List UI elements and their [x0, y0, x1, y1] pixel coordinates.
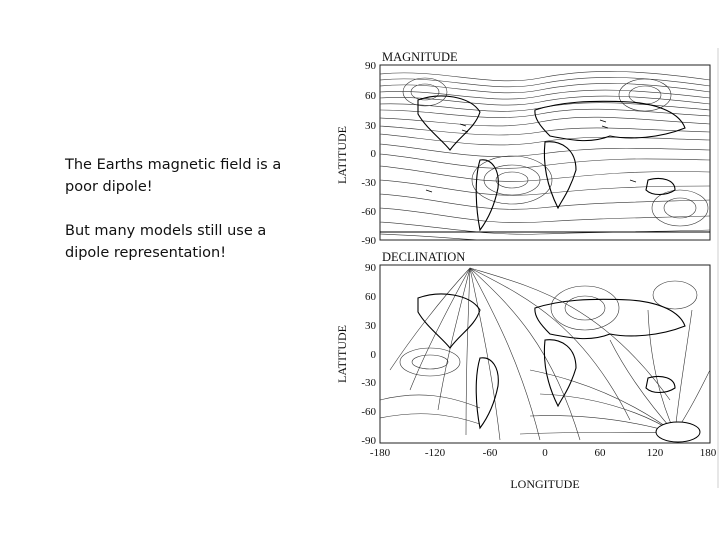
declination-xtick: 0 [542, 447, 548, 459]
magnitude-ytick: 90 [365, 60, 376, 72]
magnitude-ytick: 30 [365, 120, 376, 132]
field-maps-svg [330, 40, 720, 500]
declination-latitude-label: LATITUDE [335, 325, 349, 383]
magnitude-ytick: -90 [361, 235, 376, 247]
declination-y-ticks [361, 262, 376, 447]
geomagnetic-field-figure [330, 40, 720, 500]
declination-xtick: 180 [699, 447, 717, 459]
declination-xtick: 120 [646, 447, 664, 459]
magnitude-panel-title: MAGNITUDE [382, 50, 458, 64]
declination-ytick: -90 [361, 435, 376, 447]
declination-panel-title: DECLINATION [382, 250, 466, 264]
declination-xtick: -180 [369, 447, 391, 459]
magnitude-ytick: -30 [361, 177, 376, 189]
declination-ytick: 60 [365, 291, 376, 303]
declination-xtick: -60 [482, 447, 498, 459]
declination-xtick: -120 [424, 447, 446, 459]
south-dip-pole-marker [656, 422, 700, 442]
declination-ytick: 30 [365, 320, 376, 332]
declination-contour-map [380, 265, 710, 443]
slide-body-text [65, 154, 305, 286]
magnitude-latitude-label: LATITUDE [335, 126, 349, 184]
declination-ytick: -30 [361, 377, 376, 389]
declination-ytick: 0 [370, 349, 376, 361]
statement-dipole-models: But many models still use a dipole representation! [65, 223, 267, 261]
declination-x-ticks [370, 447, 717, 459]
longitude-axis-label: LONGITUDE [510, 477, 580, 491]
statement-poor-dipole: The Earths magnetic field is a poor dipole! [65, 157, 282, 195]
magnitude-y-ticks [361, 60, 376, 247]
declination-ytick: 90 [365, 262, 376, 274]
declination-xtick: 60 [594, 447, 606, 459]
magnitude-ytick: 0 [370, 148, 376, 160]
magnitude-contour-map [380, 65, 710, 242]
magnitude-ytick: -60 [361, 206, 376, 218]
magnitude-ytick: 60 [365, 90, 376, 102]
declination-ytick: -60 [361, 406, 376, 418]
